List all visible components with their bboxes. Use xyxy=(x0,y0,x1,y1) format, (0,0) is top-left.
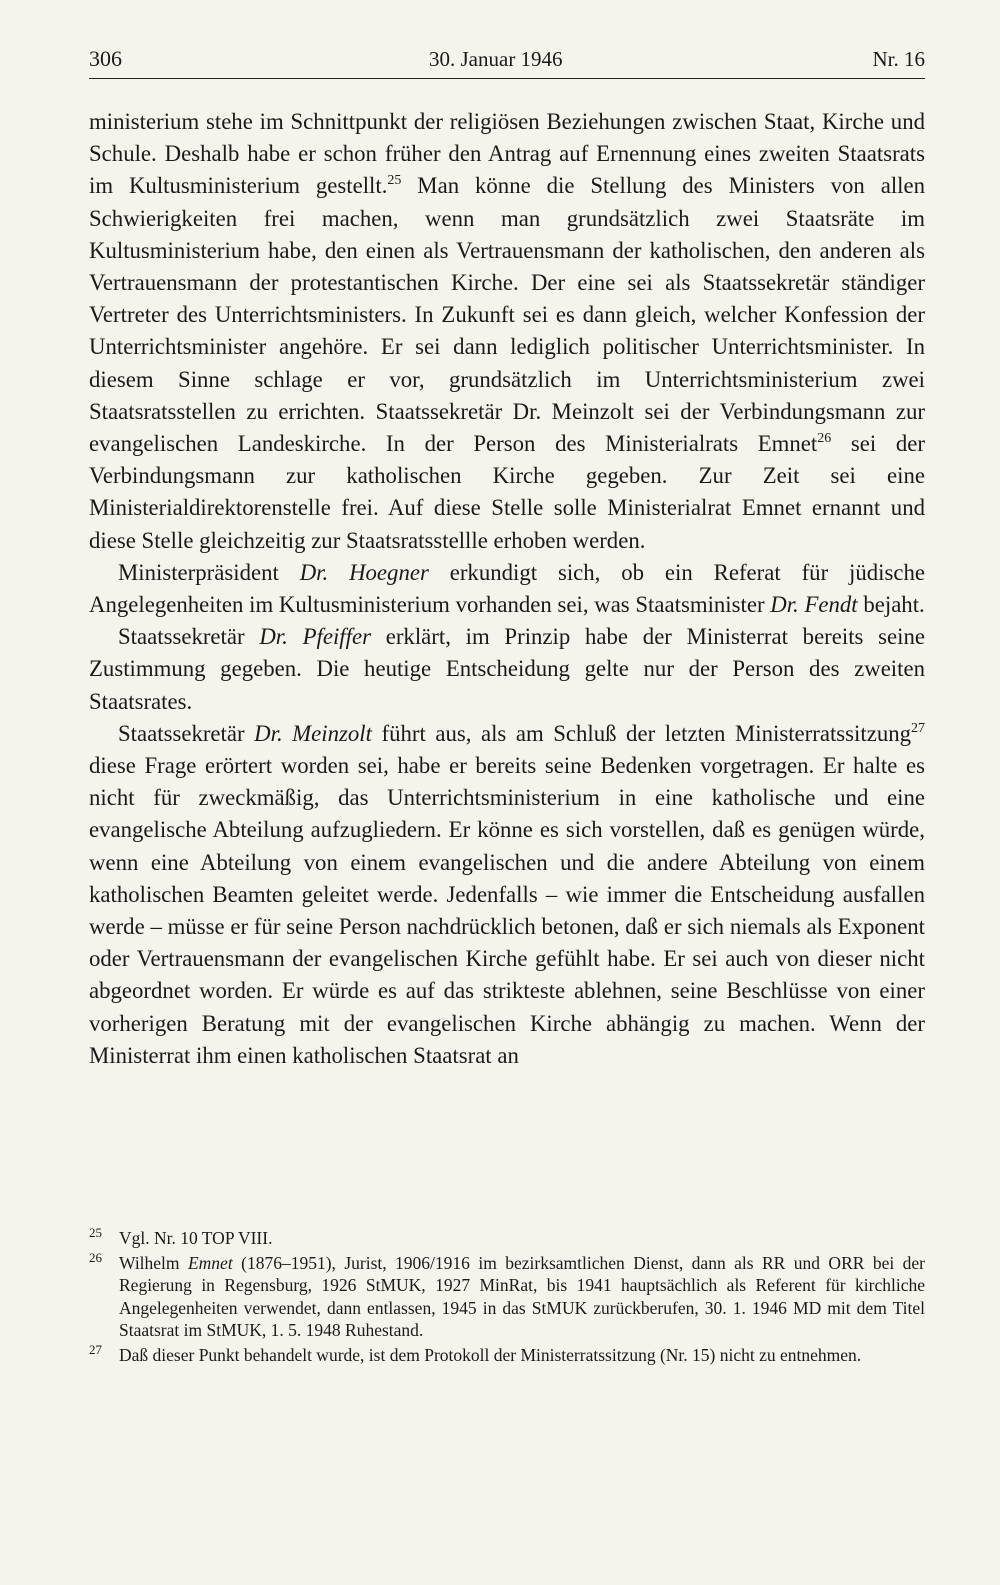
footnote-number: 25 xyxy=(89,1225,102,1240)
document-number: Nr. 16 xyxy=(872,47,925,71)
footnote-ref[interactable]: 27 xyxy=(911,720,926,736)
paragraph xyxy=(89,621,925,718)
text-run: erkundigt sich, ob ein Referat für jüdische Angelegenheiten im Kultusministerium vorhanden sei, was Staatsminister xyxy=(89,559,925,618)
text-run: führt aus, als am Schluß der letzten Ministerratssitzung xyxy=(371,720,912,746)
footnote xyxy=(89,1227,925,1250)
speaker-name: Dr. Meinzolt xyxy=(254,720,372,746)
paragraph xyxy=(89,718,925,1072)
speaker-name: Dr. Hoegner xyxy=(299,559,429,585)
footnote-number: 27 xyxy=(89,1341,102,1357)
text-run: Staatssekretär xyxy=(118,720,255,746)
text-run: Ministerpräsident xyxy=(118,559,300,585)
text-run: diese Frage erörtert worden sei, habe er bereits seine Bedenken vorgetragen. Er halte es nicht für zweckmäßig, das Unterrichtsministerium in eine katholische und eine evangelische Abteilung aufzugliedern. Er könne es sich vorstellen, daß es genügen würde, wenn eine Abteilung von einem evangelischen und die andere Abteilung von einem katholischen Beamten geleitet werde. Jedenfalls – wie immer die Entscheidung ausfallen werde – müsse er für seine Person nachdrücklich betonen, daß er sich niemals als Exponent oder Vertrauensmann der evangelischen Kirche gefühlt habe. Er sei auch von dieser nicht abgeordnet worden. Er würde es auf das strikteste ablehnen, seine Beschlüsse von einer vorherigen Beratung mit der evangelischen Kirche abhängig zu machen. Wenn der Ministerrat ihm einen katholischen Staatsrat an xyxy=(89,753,925,1068)
text-run: Staatssekretär xyxy=(118,624,260,650)
text-run: bejaht. xyxy=(857,592,925,618)
footnote-text: Wilhelm xyxy=(119,1252,188,1273)
text-run: erklärt, im Prinzip habe der Ministerrat bereits seine Zustimmung gegeben. Die heutige Entscheidung gelte nur der Person des zweiten Staatsrates. xyxy=(89,624,926,714)
text-run: ministerium stehe im Schnittpunkt der religiösen Beziehungen zwischen Staat, Kirche und Schule. Deshalb habe er schon früher den Antrag auf Ernennung eines zweiten Staatsrats im Kultusministerium gestellt. xyxy=(89,109,925,199)
page-number: 306 xyxy=(89,46,122,71)
footnote-text: (1876–1951), Jurist, 1906/1916 im bezirksamtlichen Dienst, dann als RR und ORR bei der Regierung in Regensburg, 1926 StMUK, 1927 MinRat, bis 1941 hauptsächlich als Referent für kirchliche Angelegenheiten verwendet, dann entlassen, 1945 in das StMUK zurückberufen, 30. 1. 1946 MD mit dem Titel Staatsrat im StMUK, 1. 5. 1948 Ruhestand. xyxy=(119,1252,925,1340)
main-text xyxy=(89,106,925,1072)
footnote xyxy=(89,1249,925,1342)
footnote-ref[interactable]: 26 xyxy=(817,431,832,447)
text-run: sei der Verbindungsmann zur katholischen Kirche gegeben. Zur Zeit sei eine Ministerialdirektorenstelle frei. Auf diese Stelle solle Ministerialrat Emnet ernannt und diese Stelle gleichzeitig zur Staatsratsstellle erhoben werden. xyxy=(89,431,925,553)
footnote-ref[interactable]: 25 xyxy=(387,173,402,189)
footnote-text: Daß dieser Punkt behandelt wurde, ist dem Protokoll der Ministerratssitzung (Nr. 15) nicht zu entnehmen. xyxy=(119,1344,862,1365)
paragraph xyxy=(89,106,925,557)
text-run: Man könne die Stellung des Ministers von allen Schwierigkeiten frei machen, wenn man grundsätzlich zwei Staatsräte im Kultusministerium habe, den einen als Vertrauensmann der katholischen, den anderen als Vertrauensmann der protestantischen Kirche. Der eine sei als Staatssekretär ständiger Vertreter des Unterrichtsministers. In Zukunft sei es dann gleich, welcher Konfession der Unterrichtsminister angehöre. Er sei dann lediglich politischer Unterrichtsminister. In diesem Sinne schlage er vor, grundsätzlich im Unterrichtsministerium zwei Staatsratsstellen zu errichten. Staatssekretär Dr. Meinzolt sei der Verbindungsmann zur evangelischen Landeskirche. In der Person des Ministerialrats Emnet xyxy=(89,173,926,457)
footnote-text: Vgl. Nr. 10 TOP VIII. xyxy=(119,1228,273,1248)
person-name: Emnet xyxy=(187,1252,233,1273)
running-header xyxy=(89,38,925,79)
footnotes xyxy=(89,1227,925,1366)
paragraph xyxy=(89,557,925,621)
footnote-number: 26 xyxy=(89,1249,102,1265)
speaker-name: Dr. Pfeiffer xyxy=(259,624,371,650)
footnote xyxy=(89,1341,925,1367)
speaker-name: Dr. Fendt xyxy=(770,592,858,618)
header-date: 30. Januar 1946 xyxy=(429,47,563,71)
